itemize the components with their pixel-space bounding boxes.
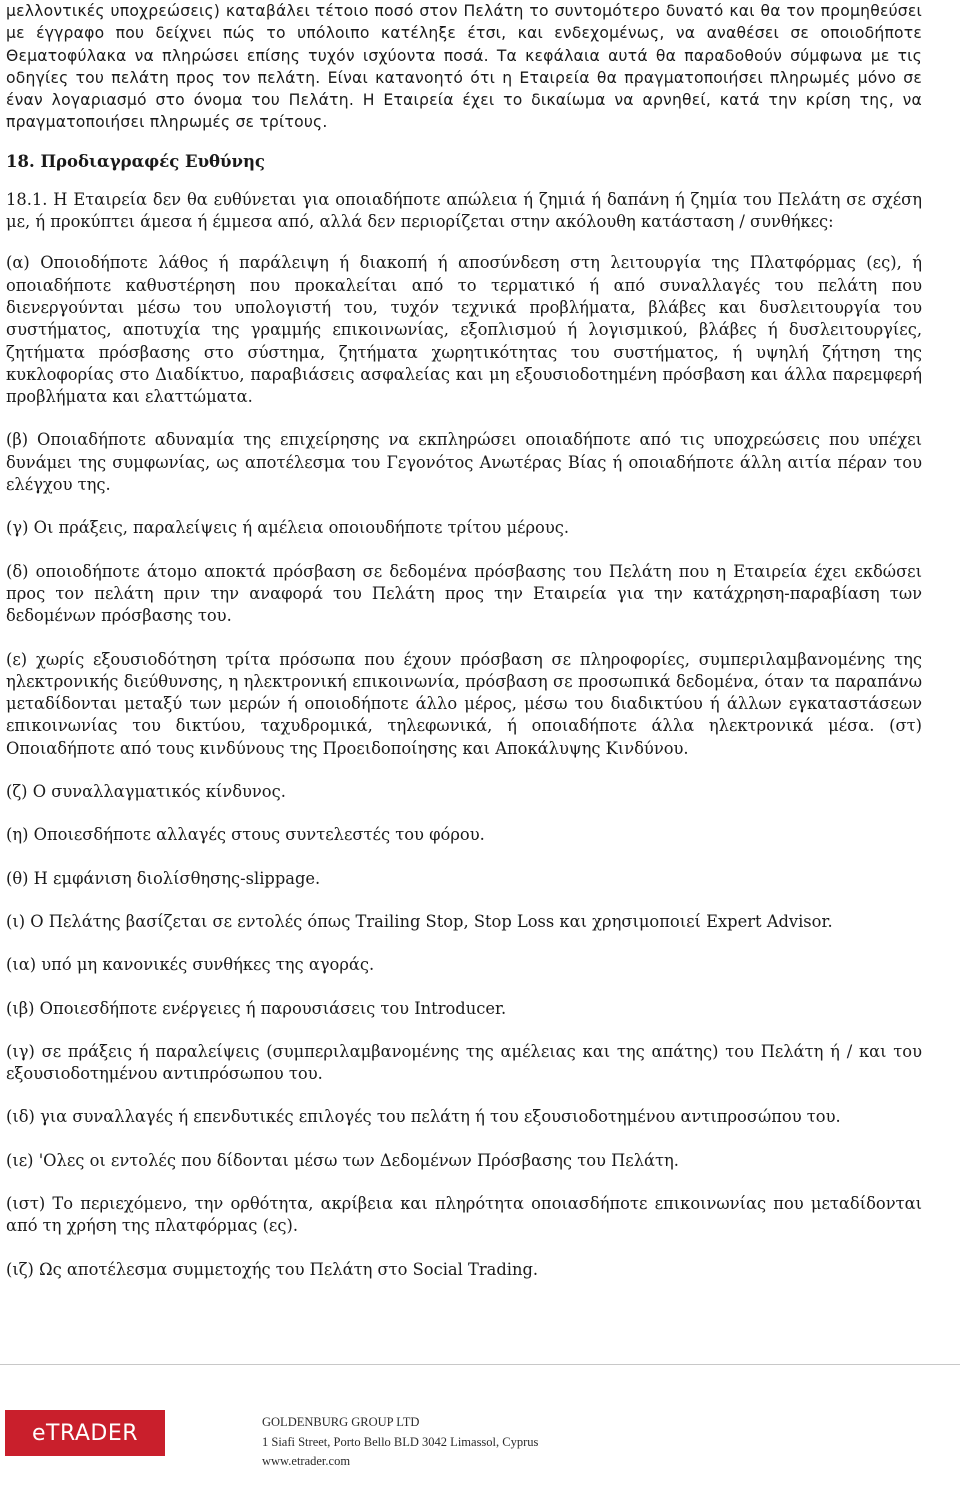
list-item: (ζ) Ο συναλλαγματικός κίνδυνος. xyxy=(6,782,286,802)
list-item: (ιε) 'Ολες οι εντολές που δίδονται μέσω των Δεδομένων Πρόσβασης του Πελάτη. xyxy=(6,1150,679,1170)
logo-text: eTRADER xyxy=(31,1420,139,1446)
list-item: (γ) Οι πράξεις, παραλείψεις ή αμέλεια οποιουδήποτε τρίτου μέρους. xyxy=(6,518,570,538)
company-address: 1 Siafi Street, Porto Bello BLD 3042 Limassol, Cyprus xyxy=(262,1434,539,1449)
list-item: (η) Οποιεσδήποτε αλλαγές στους συντελεστές του φόρου. xyxy=(6,825,485,845)
company-name: GOLDENBURG GROUP LTD xyxy=(262,1415,420,1429)
document-page xyxy=(6,0,922,1281)
intro-paragraph: μελλοντικές υποχρεώσεις) καταβάλει τέτοιο ποσό στον Πελάτη το συντομότερο δυνατό και θα τον προμηθεύσει με έγγραφο που δείχνει πώς το υπόλοιπο κατέληξε έτσι, και ενδεχομένως, να αναθέσει σε οποιοδήποτε Θεματοφύλακα να πληρώσει επίσης τυχόν ισχύοντα ποσά. Τα κεφάλαια αυτά θα παραδοθούν σύμφωνα με τις οδηγίες του πελάτη προς τον πελάτη. Είναι κατανοητό ότι η Εταιρεία θα πραγματοποιήσει πληρωμές μόνο σε έναν λογαριασμό στο όνομα του Πελάτη. Η Εταιρεία έχει το δικαίωμα να αρνηθεί, κατά την κρίση της, να πραγματοποιήσει πληρωμές σε τρίτους. xyxy=(6,2,922,132)
footer-info xyxy=(262,1413,538,1472)
etrader-logo xyxy=(5,1410,165,1456)
list-item: (ιγ) σε πράξεις ή παραλείψεις (συμπεριλαμβανομένης της αμέλειας και της απάτης) του Πελάτη ή / και του εξουσιοδοτημένου αντιπρόσωπου του. xyxy=(6,1041,922,1084)
liability-items-list xyxy=(6,252,922,1281)
footer-divider xyxy=(0,1364,960,1365)
list-item: (β) Οποιαδήποτε αδυναμία της επιχείρησης να εκπληρώσει οποιαδήποτε από τις υποχρεώσεις που υπέχει δυνάμει της συμφωνίας, ως αποτέλεσμα του Γεγονότος Ανωτέρας Βίας ή οποιαδήποτε άλλη αιτία πέραν του ελέγχου της. xyxy=(6,430,922,495)
list-item: (ιζ) Ως αποτέλεσμα συμμετοχής του Πελάτη στο Social Trading. xyxy=(6,1259,539,1279)
list-item: (ι) Ο Πελάτης βασίζεται σε εντολές όπως Trailing Stop, Stop Loss και χρησιμοποιεί Expert Advisor. xyxy=(6,911,833,931)
website-link[interactable]: www.etrader.com xyxy=(262,1454,351,1468)
list-item: (θ) Η εμφάνιση διολίσθησης-slippage. xyxy=(6,868,321,888)
clause-18-1: 18.1. Η Εταιρεία δεν θα ευθύνεται για οποιαδήποτε απώλεια ή ζημιά ή δαπάνη ή ζημία του Πελάτη σε σχέση με, ή προκύπτει άμεσα ή έμμεσα από, αλλά δεν περιορίζεται στην ακόλουθη κατάσταση / συνθήκες: xyxy=(6,189,922,232)
list-item: (ε) χωρίς εξουσιοδότηση τρίτα πρόσωπα που έχουν πρόσβαση σε πληροφορίες, συμπεριλαμβανομένης της ηλεκτρονικής διεύθυνσης, η ηλεκτρονική επικοινωνία, πρόσβαση σε προσωπικά δεδομένα, όταν τα παραπάνω μεταδίδονται μεταξύ των μερών ή οποιοδήποτε άλλο μέρος, μέσω του διαδικτύου ή άλλων εγκαταστάσεων επικοινωνίας του δικτύου, ταχυδρομικά, τηλεφωνικά, ή οποιαδήποτε άλλα ηλεκτρονικά μέσα. (στ) Οποιαδήποτε από τους κινδύνους της Προειδοποίησης και Αποκάλυψης Κινδύνου. xyxy=(6,649,922,758)
section-heading: 18. Προδιαγραφές Ευθύνης xyxy=(6,151,265,171)
list-item: (ιβ) Οποιεσδήποτε ενέργειες ή παρουσιάσεις του Introducer. xyxy=(6,998,507,1018)
list-item: (ιστ) Το περιεχόμενο, την ορθότητα, ακρίβεια και πληρότητα οποιασδήποτε επικοινωνίας που μεταδίδονται από τη χρήση της πλατφόρμας (ες). xyxy=(6,1193,922,1236)
list-item: (δ) οποιοδήποτε άτομο αποκτά πρόσβαση σε δεδομένα πρόσβασης του Πελάτη που η Εταιρεία έχει εκδώσει προς τον πελάτη πριν την αναφορά του Πελάτη προς την Εταιρεία για την κατάχρηση-παραβίαση των δεδομένων πρόσβασης του. xyxy=(6,561,922,626)
list-item: (α) Οποιοδήποτε λάθος ή παράλειψη ή διακοπή ή αποσύνδεση στη λειτουργία της Πλατφόρμας (ες), ή οποιαδήποτε καθυστέρηση που προκαλείται από το τερματικό ή από συναλλαγές του πελάτη που διενεργούνται μέσω του υπολογιστή του, τυχόν τεχνικά προβλήματα, βλάβες και δυσλειτουργία του συστήματος, αποτυχία της γραμμής επικοινωνίας, εξοπλισμού ή λογισμικού, βλάβες ή δυσλειτουργίες, ζητήματα πρόσβασης στο σύστημα, ζητήματα χωρητικότητας του συστήματος, ή υψηλή ζήτηση της κυκλοφορίας στο Διαδίκτυο, παραβιάσεις ασφαλείας και μη εξουσιοδοτημένη πρόσβαση και άλλα παρεμφερή προβλήματα και ελαττώματα. xyxy=(6,253,922,407)
list-item: (ιδ) για συναλλαγές ή επενδυτικές επιλογές του πελάτη ή του εξουσιοδοτημένου αντιπροσώπου του. xyxy=(6,1107,841,1127)
list-item: (ια) υπό μη κανονικές συνθήκες της αγοράς. xyxy=(6,955,375,975)
